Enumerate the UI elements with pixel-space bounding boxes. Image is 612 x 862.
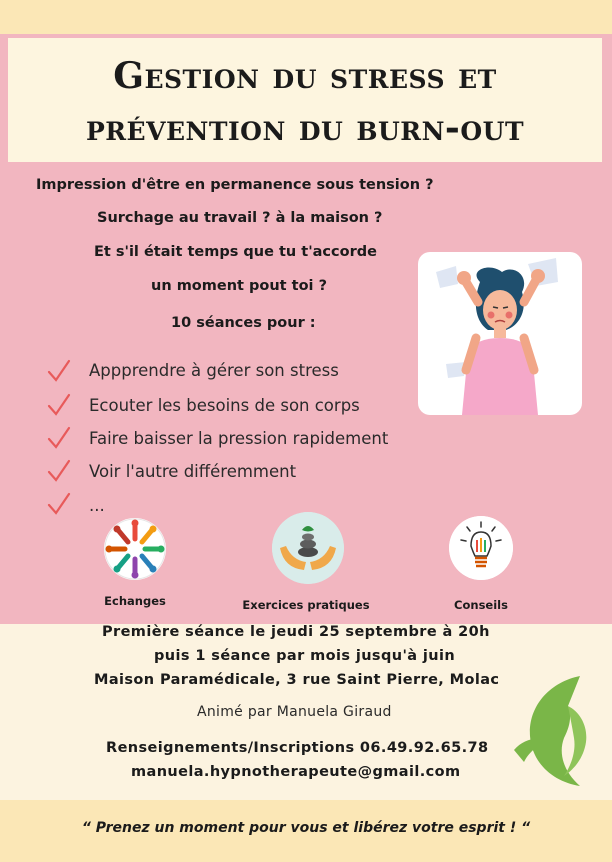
title-line-1: Gestion du stress et — [113, 55, 497, 97]
closing-quote: “ Prenez un moment pour vous et libérez votre esprit ! “ — [81, 820, 531, 836]
checkmark-icon — [46, 458, 72, 484]
checkmark-icon — [46, 491, 72, 517]
contact-email: manuela.hypnotherapeute@gmail.com — [131, 764, 461, 780]
people-circle-icon — [104, 518, 166, 580]
first-session-text: Première séance le jeudi 25 septembre à 20h — [102, 624, 490, 640]
benefit-item: Ecouter les besoins de son corps — [89, 396, 360, 415]
question-2: Surchage au travail ? à la maison ? — [97, 210, 383, 226]
checkmark-icon — [46, 425, 72, 451]
icon-label-echanges: Echanges — [104, 594, 166, 608]
page-title — [8, 50, 602, 154]
top-banner-strip — [0, 0, 612, 34]
question-3: Et s'il était temps que tu t'accorde — [94, 244, 377, 260]
checkmark-icon — [46, 392, 72, 418]
sessions-intro: 10 séances pour : — [171, 315, 316, 331]
title-line-2: prévention du burn-out — [85, 107, 525, 149]
location-text: Maison Paramédicale, 3 rue Saint Pierre, Molac — [94, 672, 500, 688]
benefit-item: Faire baisser la pression rapidement — [89, 429, 389, 448]
benefit-item: Voir l'autre différemment — [89, 462, 297, 481]
question-1: Impression d'être en permanence sous tension ? — [36, 177, 434, 193]
benefit-item: ... — [89, 496, 105, 515]
stones-in-hands-icon — [272, 512, 344, 584]
benefit-item: Appprendre à gérer son stress — [89, 361, 339, 380]
contact-phone: Renseignements/Inscriptions 06.49.92.65.78 — [106, 740, 489, 756]
question-4: un moment pout toi ? — [151, 278, 327, 294]
animator-text: Animé par Manuela Giraud — [197, 704, 392, 720]
checkmark-icon — [46, 358, 72, 384]
lightbulb-icon — [449, 516, 513, 580]
leaf-face-logo-icon — [510, 672, 594, 788]
icon-label-exercices: Exercices pratiques — [242, 598, 370, 612]
stressed-woman-illustration — [418, 252, 582, 415]
icon-label-conseils: Conseils — [454, 598, 508, 612]
schedule-text: puis 1 séance par mois jusqu'à juin — [154, 648, 456, 664]
